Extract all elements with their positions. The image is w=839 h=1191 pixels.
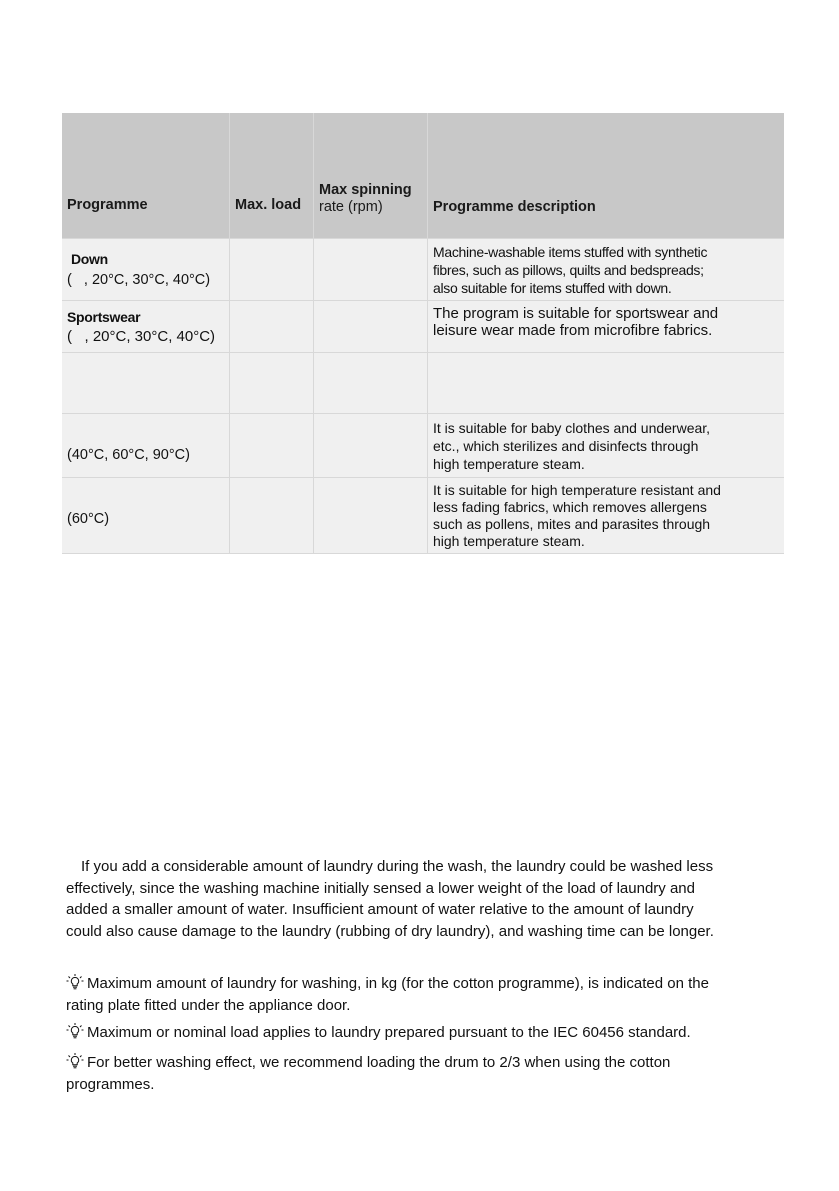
programme-description — [433, 482, 779, 550]
programme-name: Sportswear — [67, 308, 141, 325]
header-max-spinning-rate — [314, 113, 428, 239]
description-cell — [428, 414, 784, 478]
description-line: leisure wear made from microfibre fabrics. — [433, 321, 713, 339]
programme-table — [62, 113, 784, 554]
max-load-cell — [230, 478, 314, 554]
description-line: high temperature steam. — [433, 532, 585, 549]
spin-rate-cell — [314, 414, 428, 478]
description-line: Machine-washable items stuffed with synthetic — [433, 243, 708, 260]
programme-cell — [62, 301, 230, 353]
lightbulb-icon — [66, 974, 84, 990]
description-line: high temperature steam. — [433, 455, 585, 472]
tip-drum-loading — [66, 1052, 776, 1095]
table-header-row — [62, 113, 784, 239]
paragraph-line: added a smaller amount of water. Insufficient amount of water relative to the amount of laundry — [66, 901, 694, 918]
max-load-cell — [230, 239, 314, 301]
spin-rate-cell — [314, 301, 428, 353]
paragraph-line: effectively, since the washing machine initially sensed a lower weight of the load of laundry and — [66, 879, 695, 897]
description-line: fibres, such as pillows, quilts and bedspreads; — [433, 261, 704, 278]
description-cell — [428, 239, 784, 301]
description-line: also suitable for items stuffed with down. — [433, 279, 672, 296]
header-spin-line2: rate (rpm) — [319, 199, 383, 215]
description-line: etc., which sterilizes and disinfects through — [433, 437, 699, 454]
tip-line: Maximum or nominal load applies to laundry prepared pursuant to the IEC 60456 standard. — [87, 1024, 691, 1041]
description-line: less fading fabrics, which removes allergens — [433, 498, 707, 515]
programme-name: Down — [71, 250, 108, 267]
description-line: such as pollens, mites and parasites through — [433, 515, 711, 532]
description-cell — [428, 478, 784, 554]
tip-max-laundry — [66, 973, 776, 1016]
description-line: It is suitable for baby clothes and underwear, — [433, 419, 711, 436]
description-cell — [428, 301, 784, 353]
table-row — [62, 414, 784, 478]
spin-rate-cell — [314, 478, 428, 554]
max-load-cell — [230, 301, 314, 353]
programme-description — [433, 243, 779, 297]
table-row — [62, 478, 784, 554]
tip-line: Maximum amount of laundry for washing, in kg (for the cotton programme), is indicated on the — [87, 975, 709, 992]
header-spin-line1: Max spinning — [319, 182, 412, 198]
description-cell — [428, 353, 784, 414]
programme-temperatures: ( , 20°C, 30°C, 40°C) — [67, 327, 216, 345]
table-row — [62, 301, 784, 353]
spin-rate-cell — [314, 239, 428, 301]
header-max-load: Max. load — [230, 113, 314, 239]
laundry-note-paragraph — [66, 856, 776, 942]
header-programme: Programme — [62, 113, 230, 239]
spin-rate-cell — [314, 353, 428, 414]
max-load-cell — [230, 414, 314, 478]
programme-cell — [62, 478, 230, 554]
description-line: The program is suitable for sportswear and — [433, 304, 719, 322]
tip-line: For better washing effect, we recommend loading the drum to 2/3 when using the cotton — [87, 1054, 671, 1071]
programme-temperatures: (40°C, 60°C, 90°C) — [67, 447, 190, 463]
programme-description — [433, 419, 779, 473]
lightbulb-icon — [66, 1023, 84, 1039]
tip-nominal-load — [66, 1022, 776, 1044]
table-row — [62, 239, 784, 301]
paragraph-line: could also cause damage to the laundry (rubbing of dry laundry), and washing time can be longer. — [66, 922, 714, 940]
tip-line: programmes. — [66, 1075, 155, 1093]
programme-cell — [62, 353, 230, 414]
programme-description — [433, 305, 779, 349]
lightbulb-icon — [66, 1053, 84, 1069]
programme-temperatures: ( , 20°C, 30°C, 40°C) — [67, 271, 211, 288]
programme-temperatures: (60°C) — [67, 511, 110, 527]
max-load-cell — [230, 353, 314, 414]
programme-cell — [62, 239, 230, 301]
tip-line: rating plate fitted under the appliance door. — [66, 996, 351, 1014]
paragraph-line: If you add a considerable amount of laundry during the wash, the laundry could be washed less — [81, 858, 714, 875]
table-row — [62, 353, 784, 414]
programme-cell — [62, 414, 230, 478]
header-programme-description: Programme description — [428, 113, 784, 239]
description-line: It is suitable for high temperature resistant and — [433, 481, 721, 498]
